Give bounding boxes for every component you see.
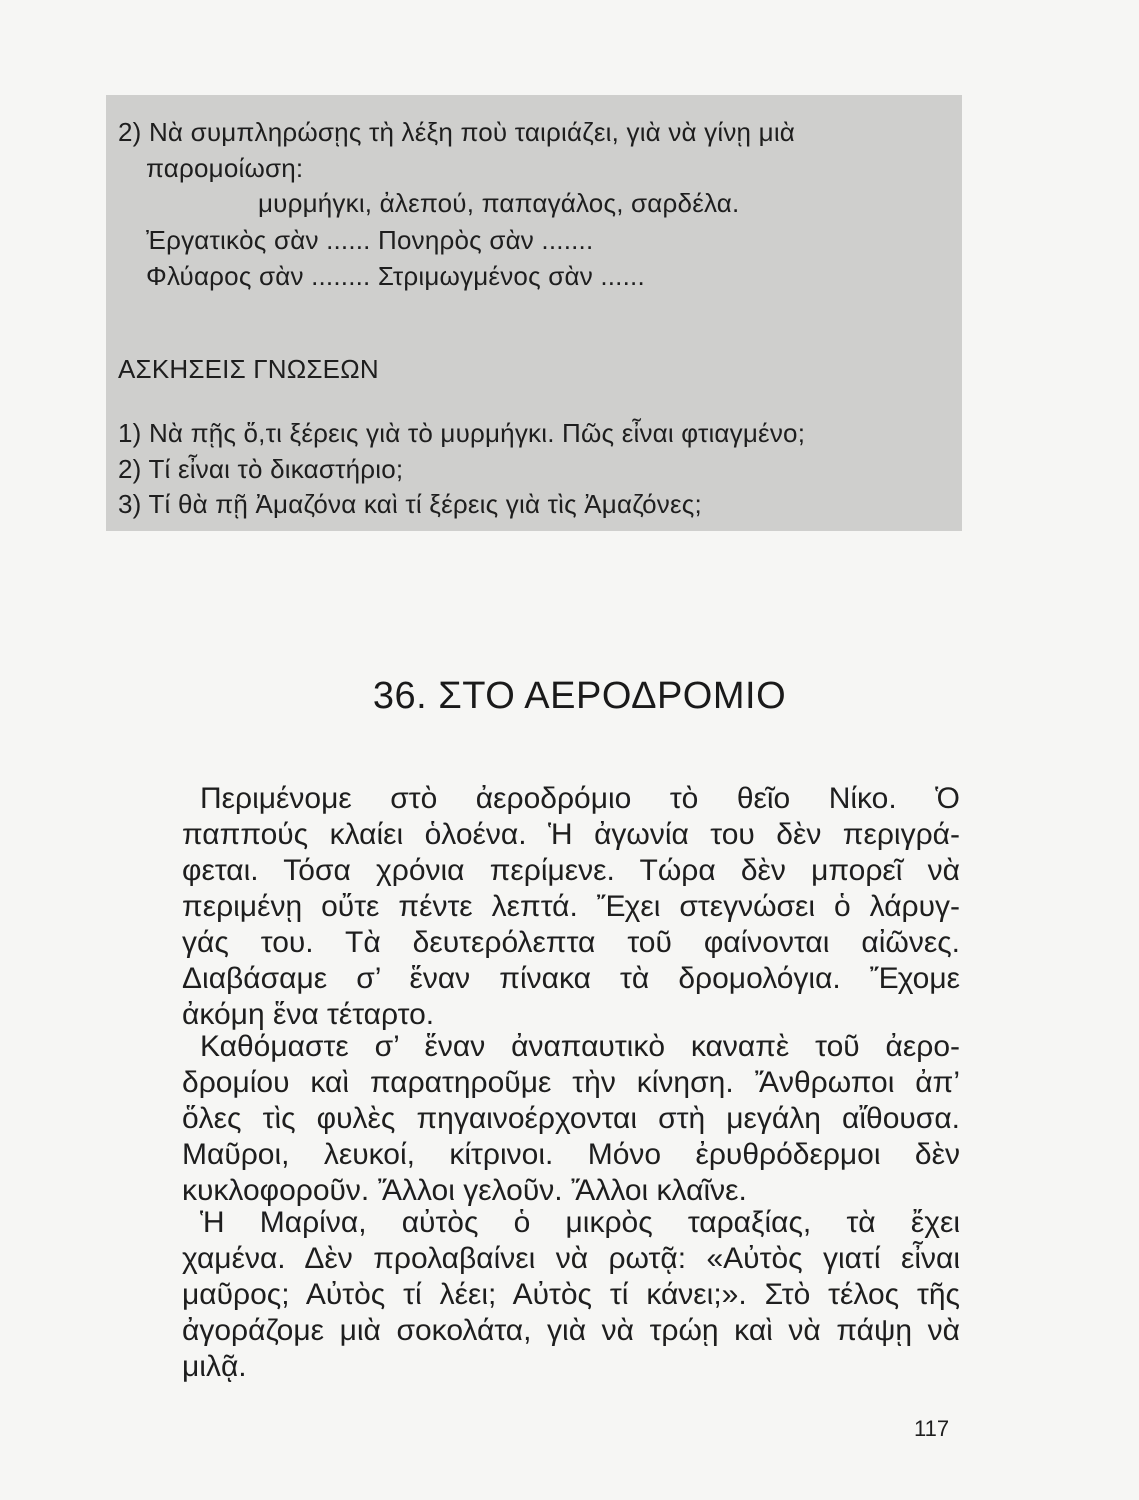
exercise-2-line-2: παρομοίωση:: [146, 153, 304, 183]
word-choices: μυρμήγκι, ἀλεπού, παπαγάλος, σαρδέλα.: [258, 188, 740, 218]
body-line: μαῦρος; Αὐτὸς τί λέει; Αὐτὸς τί κάνει;». Στὸ τέλος τῆς: [182, 1278, 960, 1311]
body-line: κυκλοφοροῦν. Ἄλλοι γελοῦν. Ἄλλοι κλαῖνε.: [182, 1174, 747, 1207]
body-line: φεται. Τόσα χρόνια περίμενε. Τώρα δὲν μπορεῖ νὰ: [182, 854, 960, 887]
body-line: Καθόμαστε σ’ ἕναν ἀναπαυτικὸ καναπὲ τοῦ ἀερο-: [200, 1030, 960, 1063]
fill-in-row-2: Φλύαρος σὰν ........ Στριμωγμένος σὰν ......: [146, 261, 645, 291]
body-line: Μαῦροι, λευκοί, κίτρινοι. Μόνο ἐρυθρόδερμοι δὲν: [182, 1138, 960, 1171]
body-line: περιμένῃ οὔτε πέντε λεπτά. Ἔχει στεγνώσει ὁ λάρυγ-: [182, 890, 960, 923]
chapter-title: 36. ΣΤΟ ΑΕΡΟΔΡΟΜΙΟ: [372, 675, 787, 717]
knowledge-question-2: 2) Τί εἶναι τὸ δικαστήριο;: [118, 454, 404, 484]
body-line: Διαβάσαμε σ’ ἕναν πίνακα τὰ δρομολόγια. Ἔχομε: [182, 962, 960, 995]
body-line: Ἡ Μαρίνα, αὐτὸς ὁ μικρὸς ταραξίας, τὰ ἔχει: [200, 1206, 960, 1239]
body-line: ὅλες τὶς φυλὲς πηγαινοέρχονται στὴ μεγάλη αἴθουσα.: [182, 1102, 960, 1135]
body-line: ἀγοράζομε μιὰ σοκολάτα, γιὰ νὰ τρώῃ καὶ νὰ πάψῃ νὰ: [182, 1314, 960, 1347]
body-line: παππούς κλαίει ὁλοένα. Ἡ ἀγωνία του δὲν περιγρά-: [182, 818, 960, 851]
body-line: δρομίου καὶ παρατηροῦμε τὴν κίνηση. Ἄνθρωποι ἀπ’: [182, 1066, 960, 1099]
page-number: 117: [914, 1416, 950, 1441]
body-line: χαμένα. Δὲν προλαβαίνει νὰ ρωτᾷ: «Αὐτὸς γιατί εἶναι: [182, 1242, 960, 1275]
knowledge-question-3: 3) Τί θὰ πῇ Ἀμαζόνα καὶ τί ξέρεις γιὰ τὶς Ἀμαζόνες;: [118, 489, 702, 519]
body-line: μιλᾷ.: [182, 1350, 247, 1383]
body-line: Περιμένομε στὸ ἀεροδρόμιο τὸ θεῖο Νίκο. Ὁ: [200, 782, 960, 815]
exercise-2-line-1: 2) Νὰ συμπληρώσῃς τὴ λέξη ποὺ ταιριάζει, γιὰ νὰ γίνῃ μιὰ: [118, 117, 796, 147]
body-line: γάς του. Τὰ δευτερόλεπτα τοῦ φαίνονται αἰῶνες.: [182, 926, 960, 959]
knowledge-question-1: 1) Νὰ πῇς ὅ,τι ξέρεις γιὰ τὸ μυρμήγκι. Πῶς εἶναι φτιαγμένο;: [118, 418, 806, 448]
fill-in-row-1: Ἐργατικὸς σὰν ...... Πονηρὸς σὰν .......: [146, 225, 594, 255]
knowledge-exercises-heading: ΑΣΚΗΣΕΙΣ ΓΝΩΣΕΩΝ: [118, 354, 379, 384]
body-line: ἀκόμη ἕνα τέταρτο.: [182, 998, 435, 1031]
